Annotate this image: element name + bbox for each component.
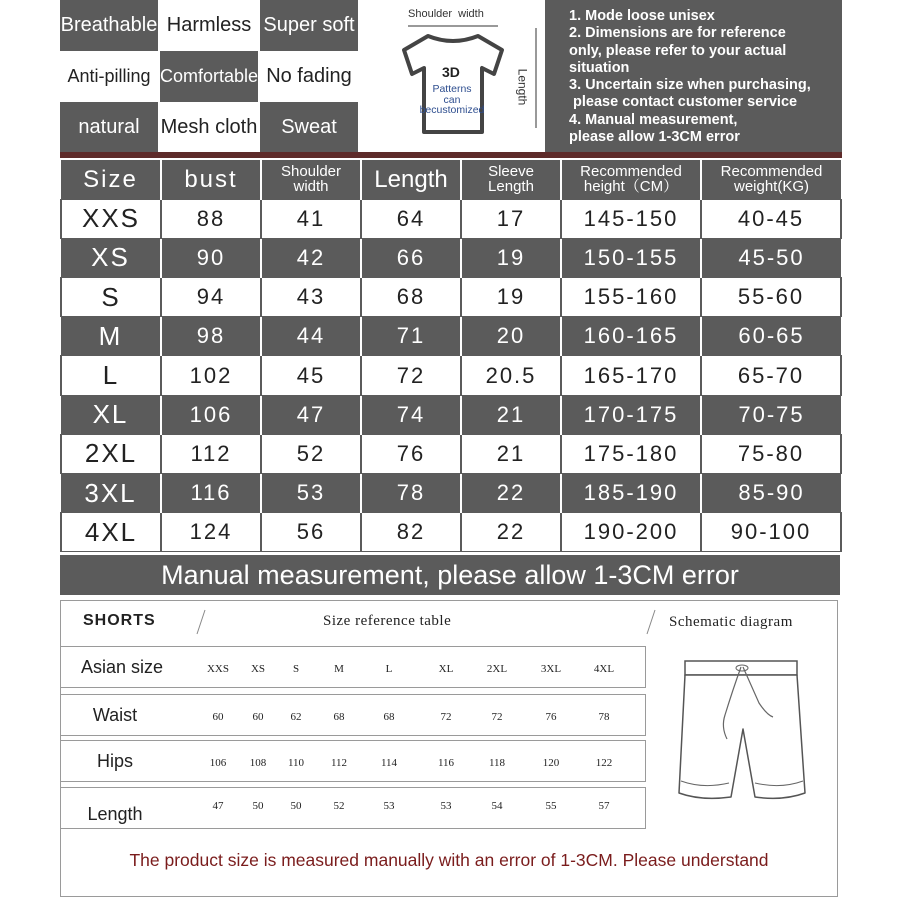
header-line: Shoulder (280, 163, 342, 181)
size-table (60, 160, 842, 552)
feature-tag: No fading (260, 51, 358, 102)
size-cell: L (61, 356, 161, 395)
shorts-row-label: Length (87, 804, 143, 824)
shorts-icon (655, 655, 830, 815)
size-reference-title: Size reference table (323, 613, 452, 629)
value-cell: 82 (361, 513, 461, 552)
shorts-value: 54 (491, 800, 503, 812)
shorts-value: 53 (440, 800, 452, 812)
value-cell: 75-80 (701, 434, 841, 473)
note-line: situation (569, 59, 630, 76)
value-cell: 56 (261, 513, 361, 552)
table-row (61, 238, 841, 277)
value-cell: 150-155 (561, 238, 701, 277)
caption-line: becustomized (419, 104, 485, 116)
shorts-value: 2XL (486, 663, 508, 675)
value-cell: 124 (161, 513, 261, 552)
shorts-value: 118 (488, 757, 506, 769)
caption-line: can (443, 93, 461, 106)
schematic-diagram-title: Schematic diagram (669, 614, 793, 630)
table-row (61, 278, 841, 317)
feature-tag: Harmless (160, 0, 258, 51)
note-line: 2. Dimensions are for reference (569, 25, 786, 42)
value-cell: 170-175 (561, 395, 701, 434)
size-table-header (61, 160, 841, 199)
shorts-value: L (385, 663, 393, 675)
value-cell: 70-75 (701, 395, 841, 434)
shorts-value: 110 (287, 757, 305, 769)
size-cell: XL (61, 395, 161, 434)
value-cell: 42 (261, 238, 361, 277)
shoulder-width-label: Shoulder width (408, 8, 484, 20)
shorts-value: XL (438, 663, 454, 675)
shorts-value: 62 (290, 711, 302, 723)
value-cell: 19 (461, 278, 561, 317)
value-cell: 90-100 (701, 513, 841, 552)
column-header (61, 160, 161, 199)
value-cell: 85-90 (701, 474, 841, 513)
value-cell: 65-70 (701, 356, 841, 395)
value-cell: 40-45 (701, 199, 841, 238)
size-cell: S (61, 278, 161, 317)
shorts-value: XS (250, 663, 266, 675)
value-cell: 74 (361, 395, 461, 434)
section-divider (60, 152, 842, 158)
feature-tag: Anti-pilling (60, 51, 158, 102)
shorts-value: S (292, 663, 300, 675)
shorts-value: 72 (440, 711, 452, 723)
value-cell: 94 (161, 278, 261, 317)
value-cell: 98 (161, 317, 261, 356)
header-line: Size (83, 165, 138, 193)
shorts-value: 57 (598, 800, 610, 812)
note-line: 4. Manual measurement, (569, 111, 738, 128)
size-cell: XS (61, 238, 161, 277)
value-cell: 66 (361, 238, 461, 277)
note-line: 3. Uncertain size when purchasing, (569, 77, 811, 94)
feature-tag: Breathable (60, 0, 158, 51)
table-row (61, 317, 841, 356)
measurement-banner: Manual measurement, please allow 1-3CM error (60, 555, 840, 595)
shorts-value: 76 (545, 711, 557, 723)
value-cell: 165-170 (561, 356, 701, 395)
value-cell: 160-165 (561, 317, 701, 356)
slash-divider (645, 608, 657, 636)
footer-note: The product size is measured manually with an error of 1-3CM. Please understand (129, 850, 769, 870)
header-line: Length (488, 178, 534, 196)
value-cell: 185-190 (561, 474, 701, 513)
shorts-value: 47 (212, 800, 224, 812)
shorts-value: M (334, 663, 344, 675)
value-cell: 52 (261, 434, 361, 473)
value-cell: 55-60 (701, 278, 841, 317)
note-line: only, please refer to your actual (569, 42, 787, 59)
tshirt-caption (412, 84, 492, 116)
value-cell: 21 (461, 434, 561, 473)
value-cell: 68 (361, 278, 461, 317)
header-line: weight(KG) (733, 178, 810, 196)
shorts-value: XXS (206, 663, 229, 675)
shorts-title: SHORTS (83, 612, 156, 629)
value-cell: 116 (161, 474, 261, 513)
header-line: Length (374, 165, 448, 193)
value-cell: 76 (361, 434, 461, 473)
value-cell: 20 (461, 317, 561, 356)
note-line: please contact customer service (569, 94, 798, 111)
shorts-value: 68 (333, 711, 345, 723)
shorts-value: 4XL (593, 663, 615, 675)
value-cell: 41 (261, 199, 361, 238)
shorts-row-label: Waist (92, 705, 138, 725)
value-cell: 53 (261, 474, 361, 513)
size-cell: 2XL (61, 434, 161, 473)
feature-tag: Mesh cloth (160, 102, 258, 153)
feature-tag: natural (60, 102, 158, 153)
value-cell: 78 (361, 474, 461, 513)
table-row (61, 474, 841, 513)
header-line: bust (184, 165, 238, 193)
column-header (701, 160, 841, 199)
column-header (461, 160, 561, 199)
tshirt-3d-title: 3D (442, 64, 460, 80)
value-cell: 19 (461, 238, 561, 277)
table-row (61, 513, 841, 552)
value-cell: 64 (361, 199, 461, 238)
size-cell: 4XL (61, 513, 161, 552)
column-header (161, 160, 261, 199)
shorts-row-label: Hips (96, 751, 133, 771)
value-cell: 106 (161, 395, 261, 434)
shorts-value: 114 (380, 757, 398, 769)
shorts-value: 60 (212, 711, 224, 723)
length-label: Length (515, 68, 530, 106)
value-cell: 20.5 (461, 356, 561, 395)
shorts-value: 50 (252, 800, 264, 812)
shorts-value: 112 (330, 757, 348, 769)
value-cell: 17 (461, 199, 561, 238)
column-header (261, 160, 361, 199)
shorts-value: 60 (252, 711, 264, 723)
note-line: 1. Mode loose unisex (569, 8, 715, 24)
value-cell: 112 (161, 434, 261, 473)
shorts-value: 68 (383, 711, 395, 723)
shorts-value: 72 (491, 711, 503, 723)
shorts-value: 122 (595, 757, 613, 769)
shorts-value: 55 (545, 800, 557, 812)
value-cell: 47 (261, 395, 361, 434)
table-row (61, 434, 841, 473)
value-cell: 21 (461, 395, 561, 434)
shorts-row-label: Asian size (80, 657, 164, 677)
value-cell: 71 (361, 317, 461, 356)
value-cell: 190-200 (561, 513, 701, 552)
shorts-value: 52 (333, 800, 345, 812)
header-line: Recommended (720, 163, 823, 181)
value-cell: 175-180 (561, 434, 701, 473)
shorts-value: 120 (542, 757, 560, 769)
shorts-value: 116 (437, 757, 455, 769)
value-cell: 22 (461, 513, 561, 552)
value-cell: 102 (161, 356, 261, 395)
note-line: please allow 1-3CM error (569, 129, 740, 146)
value-cell: 145-150 (561, 199, 701, 238)
feature-tag: Super soft (260, 0, 358, 51)
notes-panel (545, 0, 842, 153)
value-cell: 43 (261, 278, 361, 317)
shorts-value: 78 (598, 711, 610, 723)
header-line: Sleeve (488, 163, 534, 181)
feature-tag: Comfortable (160, 51, 258, 102)
size-cell: XXS (61, 199, 161, 238)
shorts-value: 50 (290, 800, 302, 812)
size-cell: 3XL (61, 474, 161, 513)
header-line: width (293, 178, 329, 196)
slash-divider (195, 608, 207, 636)
size-cell: M (61, 317, 161, 356)
tshirt-diagram (358, 0, 545, 153)
column-header (561, 160, 701, 199)
caption-line: Patterns (432, 83, 472, 95)
feature-tag: Sweat (260, 102, 358, 153)
shorts-value: 108 (249, 757, 267, 769)
header-line: Recommended (580, 163, 682, 181)
value-cell: 155-160 (561, 278, 701, 317)
value-cell: 60-65 (701, 317, 841, 356)
value-cell: 45 (261, 356, 361, 395)
table-row (61, 199, 841, 238)
value-cell: 72 (361, 356, 461, 395)
value-cell: 90 (161, 238, 261, 277)
value-cell: 88 (161, 199, 261, 238)
value-cell: 44 (261, 317, 361, 356)
shorts-value: 106 (209, 757, 227, 769)
value-cell: 22 (461, 474, 561, 513)
table-row (61, 356, 841, 395)
header-line: height（CM） (583, 178, 679, 196)
shorts-value: 3XL (540, 663, 562, 675)
column-header (361, 160, 461, 199)
shorts-value: 53 (383, 800, 395, 812)
length-line (534, 28, 538, 128)
value-cell: 45-50 (701, 238, 841, 277)
table-row (61, 395, 841, 434)
